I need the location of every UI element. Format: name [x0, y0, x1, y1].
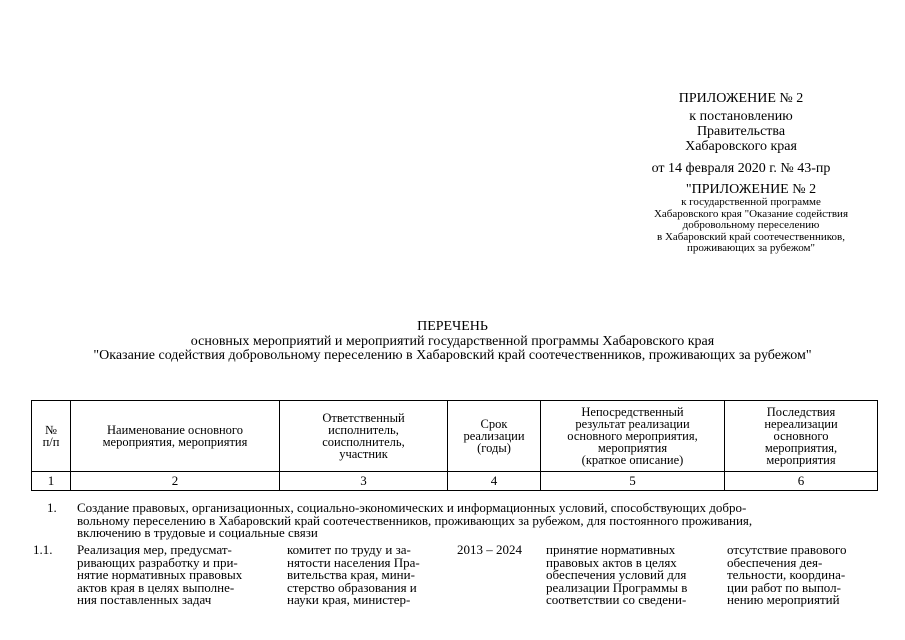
section-text: [77, 502, 877, 540]
header-executor: Ответственный исполнитель, соисполнитель, участник: [280, 401, 448, 472]
program-appendix-line: в Хабаровский край соотечественников,: [657, 230, 845, 243]
column-number-row: [32, 472, 878, 491]
program-appendix-title: "ПРИЛОЖЕНИЕ № 2: [685, 182, 817, 197]
section-line: включению в трудовые и социальные связи: [77, 525, 318, 540]
column-number: 4: [448, 472, 541, 491]
document-subtitle-line: основных мероприятий и мероприятий государственной программы Хабаровского края: [190, 333, 715, 349]
program-appendix-header: [626, 182, 876, 255]
section-number: 1.: [47, 500, 57, 515]
column-number: 3: [280, 472, 448, 491]
column-number: 5: [541, 472, 725, 491]
column-number: 1: [32, 472, 71, 491]
item-name: Реализация мер, предусмат- ривающих разработку и при- нятие нормативных правовых актов края в целях выполне- ния поставленных задач: [77, 542, 243, 607]
item-result: принятие нормативных правовых актов в целях обеспечения условий для реализации Программы в соответствии со сведени-: [546, 542, 688, 607]
appendix-line: к постановлению: [689, 109, 793, 124]
appendix-date: от 14 февраля 2020 г. № 43-пр: [651, 161, 831, 176]
item-consequences: отсутствие правового обеспечения дея- тельности, координа- ции работ по выпол- нению мероприятий: [727, 542, 847, 607]
program-appendix-line: проживающих за рубежом": [687, 242, 815, 255]
header-number: № п/п: [32, 401, 71, 472]
column-number: 2: [71, 472, 280, 491]
document-title: ПЕРЕЧЕНЬ: [417, 319, 488, 334]
appendix-line: Хабаровского края: [685, 139, 797, 154]
document-subtitle-line: "Оказание содействия добровольному переселению в Хабаровский край соотечественников, проживающих за рубежом": [93, 348, 812, 363]
appendix-header: [646, 91, 836, 176]
program-appendix-line: добровольному переселению: [682, 219, 820, 232]
measures-table: [31, 400, 878, 491]
program-appendix-line: к государственной программе: [681, 196, 821, 208]
appendix-line: Правительства: [696, 124, 786, 139]
appendix-title: ПРИЛОЖЕНИЕ № 2: [678, 91, 804, 106]
table-header-row: [32, 401, 878, 472]
header-result: Непосредственный результат реализации основного мероприятия, мероприятия (краткое описание): [541, 401, 725, 472]
header-consequences: Последствия нереализации основного мероприятия, мероприятия: [725, 401, 878, 472]
column-number: 6: [725, 472, 878, 491]
program-appendix-line: Хабаровского края "Оказание содействия: [653, 207, 848, 220]
header-name: Наименование основного мероприятия, мероприятия: [71, 401, 280, 472]
item-executor: комитет по труду и за- нятости населения Пра- вительства края, мини- стерство образования и науки края, министер-: [287, 542, 420, 607]
item-period: 2013 – 2024: [457, 542, 522, 557]
document-title-block: [0, 320, 905, 364]
header-period: Срок реализации (годы): [448, 401, 541, 472]
section-line: вольному переселению в Хабаровский край соотечественников, проживающих за рубежом, для постоянного проживания,: [77, 512, 753, 528]
section-line: Создание правовых, организационных, социально-экономических и информационных условий, способствующих добро-: [77, 500, 747, 515]
item-number: 1.1.: [33, 542, 53, 557]
